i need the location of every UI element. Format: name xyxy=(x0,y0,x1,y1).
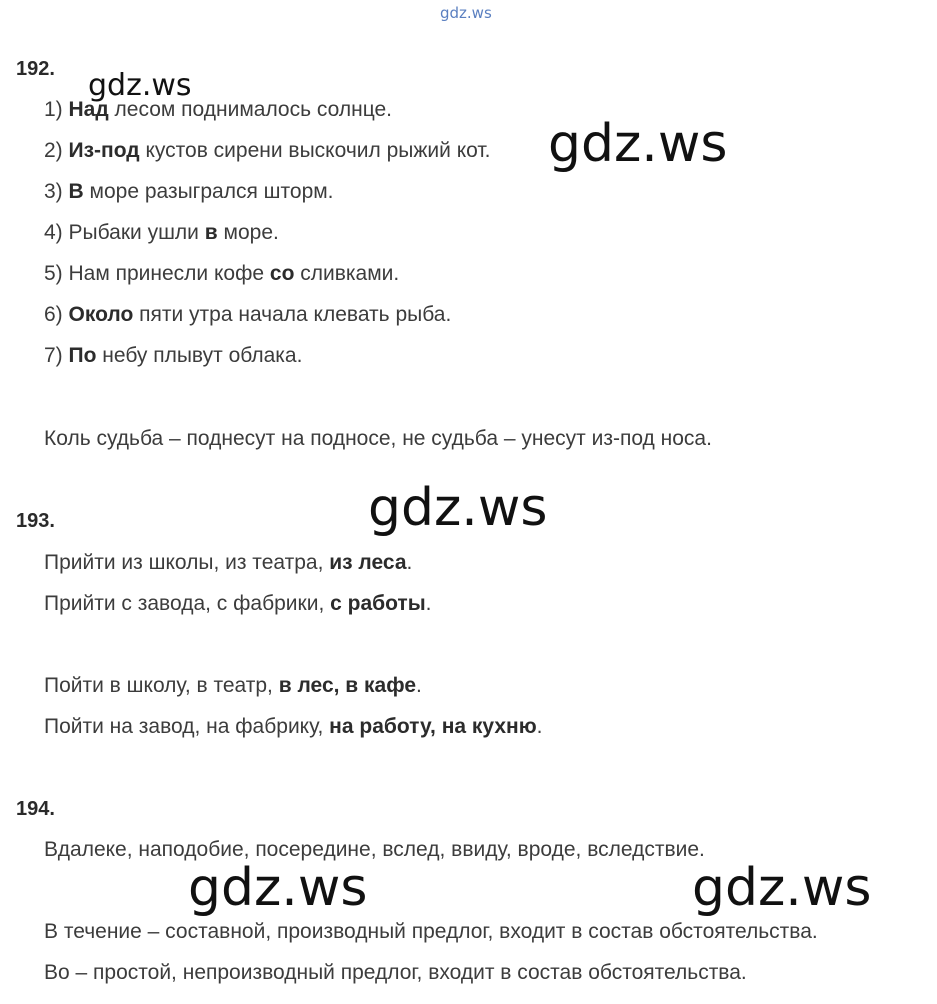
ex192-item-3 xyxy=(44,180,334,204)
preposition: Из-под xyxy=(68,139,140,162)
item-prefix: 5) Нам принесли кофе xyxy=(44,262,270,285)
line-prefix: Прийти с завода, с фабрики, xyxy=(44,592,331,615)
ex192-item-6 xyxy=(44,303,451,327)
line-prefix: Прийти из школы, из театра, xyxy=(44,551,330,574)
item-prefix: 4) Рыбаки ушли xyxy=(44,221,205,244)
watermark-top: gdz.ws xyxy=(440,4,492,22)
item-prefix: 2) xyxy=(44,139,69,162)
line-rest: . xyxy=(406,551,413,574)
item-rest: море разыгрался шторм. xyxy=(83,180,334,203)
exercise-194-number: 194. xyxy=(16,798,55,820)
exercise-193-number: 193. xyxy=(16,510,55,532)
preposition: В xyxy=(68,180,84,203)
ex194-line-2: В течение – составной, производный предлог, входит в состав обстоятельства. xyxy=(44,920,818,943)
line-prefix: Пойти на завод, на фабрику, xyxy=(44,715,330,738)
ex194-line-3: Во – простой, непроизводный предлог, входит в состав обстоятельства. xyxy=(44,961,747,984)
watermark-3: gdz.ws xyxy=(188,858,368,918)
exercise-192-number: 192. xyxy=(16,58,55,80)
line-rest: . xyxy=(416,674,422,697)
watermark-2: gdz.ws xyxy=(368,478,548,538)
item-rest: небу плывут облака. xyxy=(96,344,303,367)
line-rest: . xyxy=(536,715,543,738)
ex192-item-5 xyxy=(44,262,399,286)
item-prefix: 1) xyxy=(44,98,69,121)
preposition: Около xyxy=(68,303,134,326)
preposition: в xyxy=(204,221,218,244)
watermark-4: gdz.ws xyxy=(692,858,872,918)
line-bold: с работы xyxy=(330,592,426,615)
ex192-proverb: Коль судьба – поднесут на подносе, не судьба – унесут из-под носа. xyxy=(44,427,712,450)
item-rest: сливками. xyxy=(294,262,400,285)
preposition: со xyxy=(269,262,295,285)
item-rest: пяти утра начала клевать рыба. xyxy=(133,303,452,326)
item-rest: море. xyxy=(217,221,279,244)
line-bold: из леса xyxy=(329,551,407,574)
ex192-item-2 xyxy=(44,139,490,163)
ex192-item-4 xyxy=(44,221,279,245)
ex192-item-7 xyxy=(44,344,302,368)
item-prefix: 6) xyxy=(44,303,69,326)
ex194-line-1: Вдалеке, наподобие, посередине, вслед, ввиду, вроде, вследствие. xyxy=(44,838,705,861)
item-rest: кустов сирени выскочил рыжий кот. xyxy=(139,139,491,162)
ex193-line-3 xyxy=(44,674,422,698)
line-bold: в лес, в кафе xyxy=(278,674,417,697)
preposition: Над xyxy=(68,98,109,121)
line-bold: на работу, на кухню xyxy=(329,715,537,738)
watermark-small: gdz.ws xyxy=(88,68,192,103)
watermark-1: gdz.ws xyxy=(548,114,728,174)
ex193-line-1 xyxy=(44,551,412,575)
ex193-line-4 xyxy=(44,715,543,739)
item-rest: лесом поднималось солнце. xyxy=(108,98,392,121)
line-rest: . xyxy=(425,592,432,615)
preposition: По xyxy=(68,344,97,367)
item-prefix: 3) xyxy=(44,180,69,203)
line-prefix: Пойти в школу, в театр, xyxy=(44,674,279,697)
ex193-line-2 xyxy=(44,592,431,616)
item-prefix: 7) xyxy=(44,344,69,367)
